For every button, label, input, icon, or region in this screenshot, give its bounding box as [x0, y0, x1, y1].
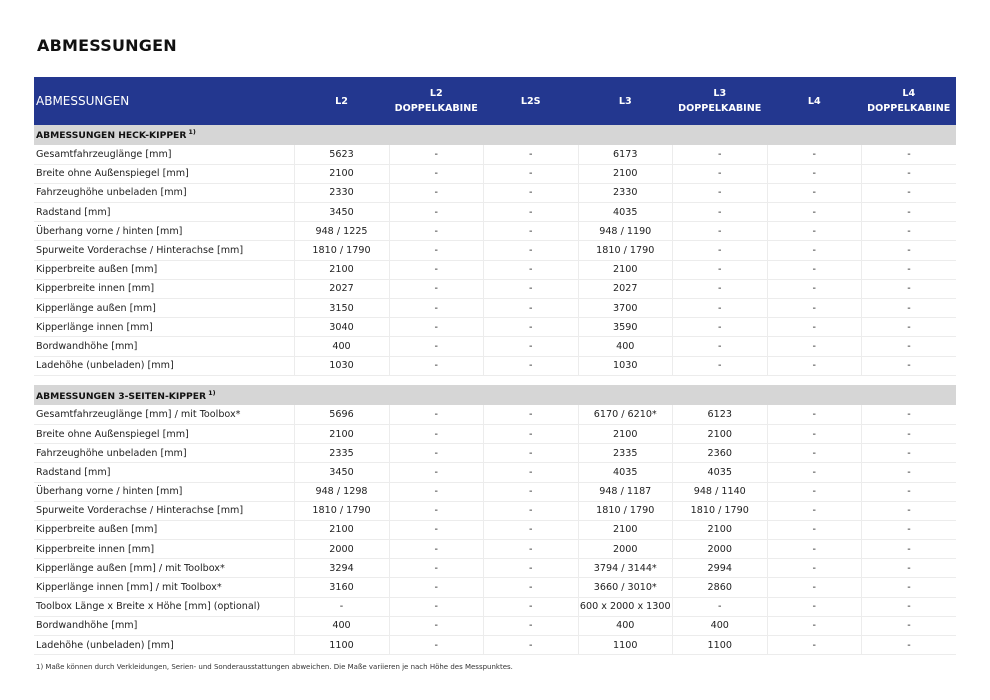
row-value-cell: -	[389, 241, 484, 260]
row-value-cell: 948 / 1187	[578, 482, 673, 501]
row-value-cell: 2330	[578, 183, 673, 202]
row-value-cell: 400	[294, 337, 389, 356]
row-value-cell: 600 x 2000 x 1300	[578, 597, 673, 616]
table-header-row	[34, 77, 956, 125]
table-row	[34, 183, 956, 202]
header-col-l2-doppelkabine: L2 DOPPELKABINE	[394, 88, 478, 114]
row-value-cell: -	[389, 520, 484, 539]
row-label: Kipperbreite außen [mm]	[34, 520, 294, 539]
row-label: Ladehöhe (unbeladen) [mm]	[34, 636, 294, 655]
row-value-cell: 3590	[578, 318, 673, 337]
row-value-cell: 2335	[578, 444, 673, 463]
row-value-cell: -	[484, 636, 579, 655]
row-value-cell: 2860	[673, 578, 768, 597]
table-row	[34, 405, 956, 424]
row-value-cell: -	[767, 578, 862, 597]
row-value-cell: -	[389, 337, 484, 356]
row-value-cell: -	[862, 183, 957, 202]
row-value-cell: -	[767, 482, 862, 501]
row-value-cell: 6123	[673, 405, 768, 424]
section-header-row	[34, 125, 956, 145]
row-value-cell: -	[767, 616, 862, 635]
row-label: Spurweite Vorderachse / Hinterachse [mm]	[34, 241, 294, 260]
row-value-cell: -	[484, 501, 579, 520]
page-title: ABMESSUNGEN	[37, 36, 177, 55]
table-row	[34, 501, 956, 520]
row-value-cell: 1030	[294, 356, 389, 375]
row-value-cell: -	[389, 318, 484, 337]
row-value-cell: -	[862, 337, 957, 356]
row-value-cell: 4035	[673, 463, 768, 482]
table-row	[34, 578, 956, 597]
row-value-cell: -	[484, 520, 579, 539]
row-value-cell: -	[767, 444, 862, 463]
row-value-cell: 3294	[294, 559, 389, 578]
row-value-cell: -	[767, 222, 862, 241]
header-col-l2s: L2S	[520, 95, 541, 107]
table-row	[34, 279, 956, 298]
row-value-cell: -	[484, 241, 579, 260]
row-value-cell: 3450	[294, 463, 389, 482]
row-value-cell: -	[862, 463, 957, 482]
row-value-cell: -	[767, 424, 862, 443]
row-value-cell: -	[484, 578, 579, 597]
row-label: Radstand [mm]	[34, 203, 294, 222]
row-value-cell: 2100	[673, 520, 768, 539]
row-value-cell: -	[484, 559, 579, 578]
dimensions-table	[34, 77, 956, 655]
row-value-cell: -	[862, 318, 957, 337]
row-value-cell: -	[767, 559, 862, 578]
row-value-cell: -	[389, 444, 484, 463]
table-row	[34, 636, 956, 655]
row-value-cell: -	[862, 501, 957, 520]
table-row	[34, 164, 956, 183]
table-row	[34, 203, 956, 222]
row-value-cell: -	[673, 337, 768, 356]
section-header-row	[34, 385, 956, 405]
row-value-cell: -	[862, 279, 957, 298]
row-label: Spurweite Vorderachse / Hinterachse [mm]	[34, 501, 294, 520]
table-row	[34, 616, 956, 635]
row-value-cell: -	[862, 578, 957, 597]
row-value-cell: 2335	[294, 444, 389, 463]
table-row	[34, 444, 956, 463]
row-value-cell: -	[484, 183, 579, 202]
table-row	[34, 356, 956, 375]
table-row	[34, 540, 956, 559]
table-row	[34, 337, 956, 356]
row-label: Kipperlänge innen [mm] / mit Toolbox*	[34, 578, 294, 597]
row-value-cell: -	[673, 222, 768, 241]
table-row	[34, 597, 956, 616]
header-col-l3-doppelkabine: L3 DOPPELKABINE	[678, 88, 762, 114]
row-value-cell: -	[389, 559, 484, 578]
row-value-cell: 1810 / 1790	[294, 241, 389, 260]
table-row	[34, 260, 956, 279]
row-value-cell: 1810 / 1790	[673, 501, 768, 520]
row-value-cell: -	[484, 405, 579, 424]
row-value-cell: 400	[294, 616, 389, 635]
row-value-cell: -	[767, 183, 862, 202]
header-col-l4-doppelkabine: L4 DOPPELKABINE	[867, 88, 951, 114]
row-value-cell: 2360	[673, 444, 768, 463]
row-value-cell: -	[862, 260, 957, 279]
row-value-cell: 1810 / 1790	[294, 501, 389, 520]
row-value-cell: 3450	[294, 203, 389, 222]
row-label: Breite ohne Außenspiegel [mm]	[34, 164, 294, 183]
row-value-cell: -	[862, 299, 957, 318]
row-value-cell: -	[862, 145, 957, 164]
row-value-cell: -	[389, 222, 484, 241]
row-value-cell: -	[389, 145, 484, 164]
header-col-l2: L2	[335, 95, 348, 107]
row-value-cell: 400	[673, 616, 768, 635]
row-value-cell: -	[862, 444, 957, 463]
row-value-cell: -	[862, 164, 957, 183]
row-value-cell: 3150	[294, 299, 389, 318]
row-value-cell: -	[389, 279, 484, 298]
header-col-l3: L3	[618, 95, 632, 107]
row-value-cell: -	[767, 501, 862, 520]
row-value-cell: -	[484, 337, 579, 356]
row-value-cell: -	[673, 318, 768, 337]
row-value-cell: -	[389, 578, 484, 597]
row-value-cell: -	[389, 482, 484, 501]
row-value-cell: 948 / 1225	[294, 222, 389, 241]
row-value-cell: -	[767, 145, 862, 164]
row-value-cell: -	[673, 260, 768, 279]
row-value-cell: -	[767, 260, 862, 279]
row-value-cell: -	[862, 559, 957, 578]
row-value-cell: -	[673, 203, 768, 222]
row-value-cell: 2027	[578, 279, 673, 298]
table-row	[34, 318, 956, 337]
row-label: Bordwandhöhe [mm]	[34, 337, 294, 356]
row-label: Gesamtfahrzeuglänge [mm]	[34, 145, 294, 164]
row-value-cell: -	[673, 241, 768, 260]
row-value-cell: 3660 / 3010*	[578, 578, 673, 597]
table-row	[34, 520, 956, 539]
table-row	[34, 424, 956, 443]
row-value-cell: -	[484, 356, 579, 375]
section-title: ABMESSUNGEN 3-SEITEN-KIPPER $^{1)}$	[36, 388, 216, 402]
row-value-cell: 3700	[578, 299, 673, 318]
row-value-cell: -	[767, 636, 862, 655]
row-value-cell: 2000	[673, 540, 768, 559]
row-value-cell: 3160	[294, 578, 389, 597]
row-value-cell: -	[389, 501, 484, 520]
row-value-cell: 2100	[294, 520, 389, 539]
row-label: Ladehöhe (unbeladen) [mm]	[34, 356, 294, 375]
row-label: Kipperbreite außen [mm]	[34, 260, 294, 279]
table-row	[34, 482, 956, 501]
row-value-cell: 400	[578, 337, 673, 356]
row-label: Kipperlänge außen [mm]	[34, 299, 294, 318]
row-value-cell: -	[484, 540, 579, 559]
row-value-cell: -	[484, 279, 579, 298]
row-value-cell: 5696	[294, 405, 389, 424]
row-value-cell: -	[767, 405, 862, 424]
row-value-cell: -	[862, 616, 957, 635]
row-value-cell: -	[862, 405, 957, 424]
row-value-cell: 3794 / 3144*	[578, 559, 673, 578]
row-value-cell: -	[767, 463, 862, 482]
section-footnote-marker: 1)	[188, 128, 196, 137]
row-value-cell: -	[673, 183, 768, 202]
row-value-cell: -	[673, 145, 768, 164]
row-value-cell: 6170 / 6210*	[578, 405, 673, 424]
row-value-cell: -	[484, 318, 579, 337]
row-value-cell: 3040	[294, 318, 389, 337]
row-value-cell: -	[389, 203, 484, 222]
row-value-cell: 2100	[578, 520, 673, 539]
row-value-cell: -	[862, 520, 957, 539]
row-value-cell: -	[862, 482, 957, 501]
row-label: Kipperlänge innen [mm]	[34, 318, 294, 337]
row-value-cell: 2100	[673, 424, 768, 443]
row-value-cell: 6173	[578, 145, 673, 164]
table-row	[34, 241, 956, 260]
row-value-cell: -	[389, 463, 484, 482]
row-value-cell: 2100	[578, 424, 673, 443]
row-value-cell: 948 / 1190	[578, 222, 673, 241]
row-value-cell: -	[767, 520, 862, 539]
row-value-cell: 2100	[294, 424, 389, 443]
row-value-cell: -	[862, 356, 957, 375]
section-spacer	[34, 375, 956, 385]
row-value-cell: -	[484, 299, 579, 318]
row-value-cell: 2000	[578, 540, 673, 559]
section-footnote-marker: 1)	[208, 388, 216, 397]
row-value-cell: -	[767, 356, 862, 375]
row-value-cell: -	[673, 164, 768, 183]
row-value-cell: -	[484, 482, 579, 501]
row-label: Fahrzeughöhe unbeladen [mm]	[34, 183, 294, 202]
row-value-cell: -	[484, 164, 579, 183]
row-value-cell: 4035	[578, 463, 673, 482]
row-value-cell: -	[673, 299, 768, 318]
row-value-cell: 948 / 1140	[673, 482, 768, 501]
row-value-cell: -	[862, 636, 957, 655]
table-row	[34, 222, 956, 241]
row-label: Breite ohne Außenspiegel [mm]	[34, 424, 294, 443]
row-value-cell: -	[673, 279, 768, 298]
header-first-cell: ABMESSUNGEN	[36, 93, 130, 108]
row-value-cell: -	[389, 405, 484, 424]
row-label: Bordwandhöhe [mm]	[34, 616, 294, 635]
row-value-cell: -	[389, 616, 484, 635]
row-value-cell: -	[767, 597, 862, 616]
row-value-cell: 4035	[578, 203, 673, 222]
row-value-cell: -	[484, 424, 579, 443]
row-value-cell: -	[767, 540, 862, 559]
row-label: Kipperlänge außen [mm] / mit Toolbox*	[34, 559, 294, 578]
row-value-cell: -	[484, 444, 579, 463]
row-value-cell: -	[389, 424, 484, 443]
table-row	[34, 559, 956, 578]
row-value-cell: -	[484, 260, 579, 279]
row-value-cell: 1100	[673, 636, 768, 655]
section-title: ABMESSUNGEN HECK-KIPPER $^{1)}$	[36, 128, 196, 142]
table-row	[34, 299, 956, 318]
row-value-cell: -	[484, 597, 579, 616]
row-value-cell: -	[862, 540, 957, 559]
row-value-cell: 2330	[294, 183, 389, 202]
row-label: Radstand [mm]	[34, 463, 294, 482]
row-value-cell: -	[673, 356, 768, 375]
row-label: Kipperbreite innen [mm]	[34, 540, 294, 559]
row-value-cell: 2100	[578, 164, 673, 183]
row-value-cell: 948 / 1298	[294, 482, 389, 501]
row-value-cell: -	[389, 260, 484, 279]
row-value-cell: 1100	[578, 636, 673, 655]
row-value-cell: -	[484, 463, 579, 482]
row-value-cell: 1030	[578, 356, 673, 375]
row-value-cell: 1810 / 1790	[578, 501, 673, 520]
row-label: Überhang vorne / hinten [mm]	[34, 222, 294, 241]
row-value-cell: -	[389, 636, 484, 655]
row-value-cell: -	[484, 145, 579, 164]
row-value-cell: -	[294, 597, 389, 616]
row-value-cell: -	[673, 597, 768, 616]
row-value-cell: 400	[578, 616, 673, 635]
row-label: Kipperbreite innen [mm]	[34, 279, 294, 298]
row-value-cell: -	[767, 299, 862, 318]
row-value-cell: -	[767, 318, 862, 337]
row-value-cell: 1100	[294, 636, 389, 655]
row-label: Fahrzeughöhe unbeladen [mm]	[34, 444, 294, 463]
row-value-cell: -	[389, 299, 484, 318]
row-value-cell: -	[862, 241, 957, 260]
row-value-cell: -	[862, 203, 957, 222]
table-row	[34, 463, 956, 482]
row-value-cell: -	[862, 222, 957, 241]
header-col-l4: L4	[807, 95, 821, 107]
row-value-cell: -	[767, 203, 862, 222]
row-value-cell: -	[767, 337, 862, 356]
row-value-cell: -	[767, 241, 862, 260]
row-value-cell: -	[389, 164, 484, 183]
row-value-cell: 2100	[578, 260, 673, 279]
row-value-cell: 5623	[294, 145, 389, 164]
row-value-cell: 2994	[673, 559, 768, 578]
row-value-cell: 2100	[294, 164, 389, 183]
row-value-cell: -	[767, 164, 862, 183]
table-row	[34, 145, 956, 164]
row-value-cell: -	[862, 424, 957, 443]
row-value-cell: -	[484, 222, 579, 241]
row-value-cell: 1810 / 1790	[578, 241, 673, 260]
row-value-cell: 2000	[294, 540, 389, 559]
row-value-cell: -	[862, 597, 957, 616]
row-value-cell: 2027	[294, 279, 389, 298]
row-value-cell: -	[389, 597, 484, 616]
footnote: 1) Maße können durch Verkleidungen, Serien- und Sonderausstattungen abweichen. Die Maße variieren je nach Höhe des Messpunktes.	[36, 663, 513, 671]
row-label: Überhang vorne / hinten [mm]	[34, 482, 294, 501]
row-value-cell: -	[484, 203, 579, 222]
row-value-cell: -	[389, 356, 484, 375]
row-value-cell: -	[389, 183, 484, 202]
row-label: Toolbox Länge x Breite x Höhe [mm] (optional)	[34, 597, 294, 616]
row-label: Gesamtfahrzeuglänge [mm] / mit Toolbox*	[34, 405, 294, 424]
row-value-cell: -	[389, 540, 484, 559]
row-value-cell: 2100	[294, 260, 389, 279]
row-value-cell: -	[484, 616, 579, 635]
row-value-cell: -	[767, 279, 862, 298]
